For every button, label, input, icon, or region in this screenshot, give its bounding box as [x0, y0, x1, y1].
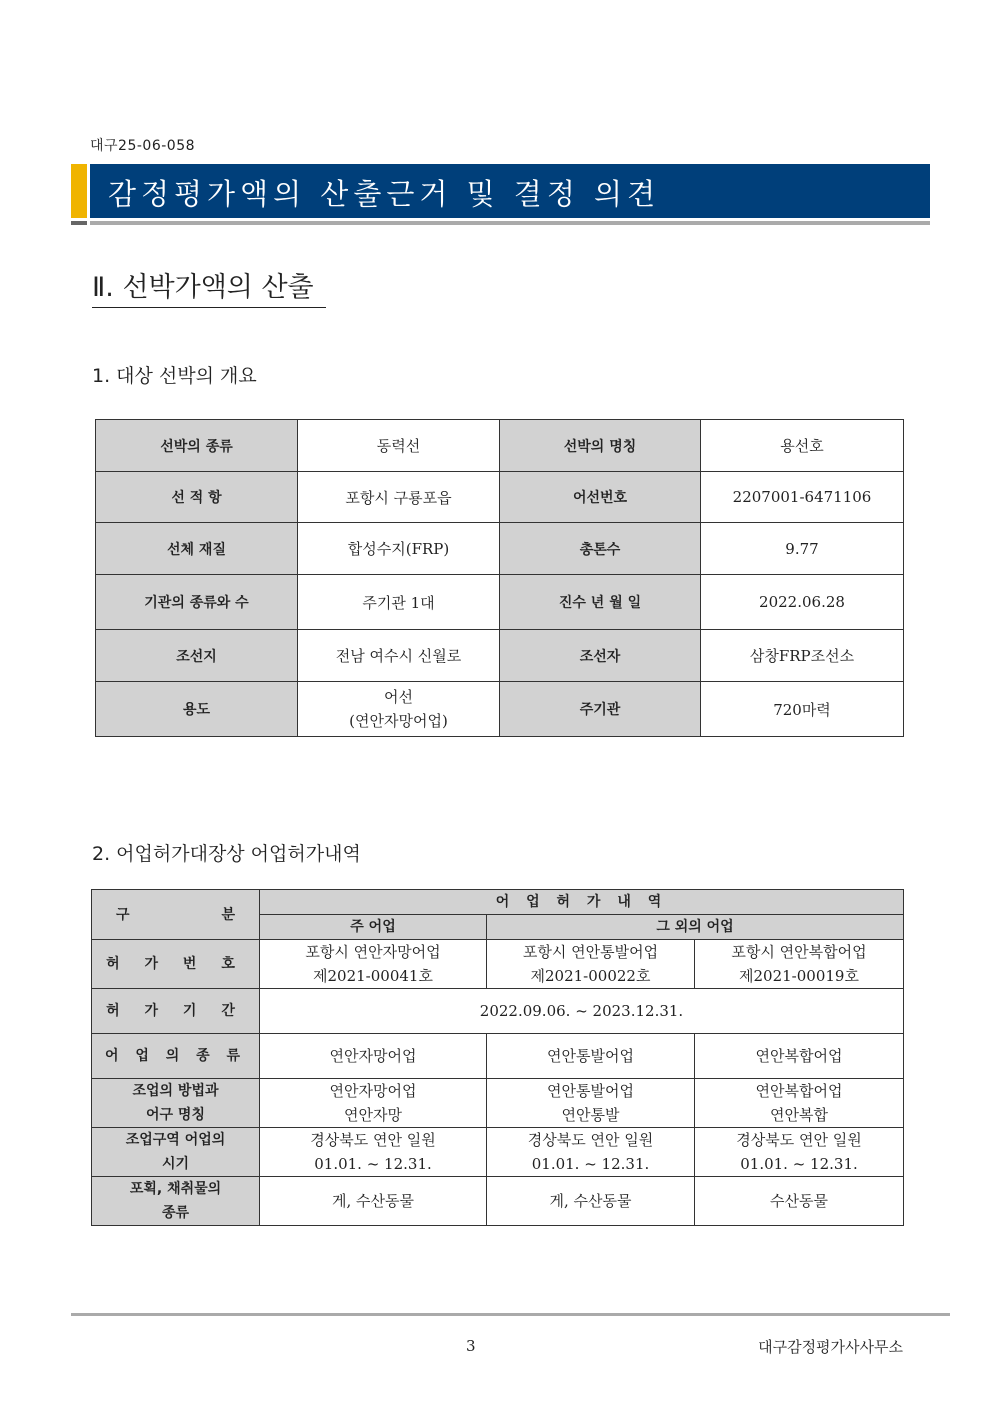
- fishing-license-table: [91, 889, 904, 1226]
- method-cell: [487, 1079, 695, 1128]
- shipyard-location-value: 전남 여수시 신월로: [298, 630, 500, 682]
- zone-label: [92, 1128, 260, 1177]
- banner-title: 감정평가액의 산출근거 및 결정 의견: [108, 177, 661, 211]
- method-label-line2: 어구 명칭: [146, 1107, 205, 1123]
- banner-underline: [90, 221, 930, 225]
- permit-number-line2: 제2021-00022호: [530, 967, 651, 985]
- permit-period-value: 2022.09.06. ~ 2023.12.31.: [260, 989, 904, 1034]
- main-fishery-header: 주 어업: [260, 915, 487, 940]
- permit-number-line1: 포항시 연안통발어업: [522, 943, 659, 961]
- section-title: Ⅱ. 선박가액의 산출: [92, 265, 326, 308]
- overview-row: [96, 575, 904, 630]
- zone-label-line1: 조업구역 어업의: [125, 1132, 226, 1148]
- zone-row: [92, 1128, 904, 1177]
- license-heading: 2. 어업허가대장상 어업허가내역: [92, 843, 361, 865]
- zone-line1: 경상북도 연안 일원: [736, 1131, 862, 1149]
- method-line2: 연안자망: [344, 1106, 402, 1124]
- hull-material-label: 선체 재질: [96, 523, 298, 575]
- gross-tonnage-value: 9.77: [701, 523, 904, 575]
- method-line2: 연안통발: [561, 1106, 620, 1124]
- document-number: 대구25-06-058: [90, 138, 196, 154]
- method-line1: 연안복합어업: [755, 1082, 843, 1100]
- catch-cell: 게, 수산동물: [260, 1177, 487, 1226]
- vessel-overview-table: [95, 419, 904, 737]
- permit-number-cell: [487, 940, 695, 989]
- method-line1: 연안통발어업: [547, 1082, 634, 1100]
- method-line2: 연안복합: [770, 1106, 828, 1124]
- launch-date-label: 진수 년 월 일: [500, 575, 701, 630]
- fishery-type-cell: 연안복합어업: [695, 1034, 904, 1079]
- engine-label: 기관의 종류와 수: [96, 575, 298, 630]
- zone-line2: 01.01. ~ 12.31.: [531, 1155, 650, 1173]
- catch-row: [92, 1177, 904, 1226]
- fishery-type-cell: 연안통발어업: [487, 1034, 695, 1079]
- home-port-value: 포항시 구룡포읍: [298, 472, 500, 523]
- category-corner-label-2: 분: [221, 906, 235, 923]
- method-row: [92, 1079, 904, 1128]
- zone-cell: [260, 1128, 487, 1177]
- catch-cell: 게, 수산동물: [487, 1177, 695, 1226]
- category-corner-label-1: 구: [116, 906, 130, 923]
- zone-line1: 경상북도 연안 일원: [527, 1131, 654, 1149]
- vessel-type-label: 선박의 종류: [96, 420, 298, 472]
- zone-line2: 01.01. ~ 12.31.: [314, 1155, 432, 1173]
- zone-cell: [487, 1128, 695, 1177]
- builder-label: 조선자: [500, 630, 701, 682]
- vessel-name-label: 선박의 명칭: [500, 420, 701, 472]
- permit-number-line2: 제2021-00041호: [313, 967, 433, 985]
- usage-label: 용도: [96, 682, 298, 737]
- permit-number-line1: 포항시 연안자망어업: [305, 943, 441, 961]
- zone-cell: [695, 1128, 904, 1177]
- permit-number-line1: 포항시 연안복합어업: [731, 943, 867, 961]
- overview-row: [96, 523, 904, 575]
- license-details-header: 어 업 허 가 내 역: [260, 890, 904, 915]
- permit-period-row: [92, 989, 904, 1034]
- main-engine-value: 720마력: [701, 682, 904, 737]
- zone-label-line2: 시기: [161, 1156, 190, 1172]
- overview-row: [96, 420, 904, 472]
- catch-cell: 수산동물: [695, 1177, 904, 1226]
- overview-row: [96, 682, 904, 737]
- permit-number-cell: [695, 940, 904, 989]
- banner-accent-bar: [71, 164, 87, 218]
- overview-row: [96, 472, 904, 523]
- overview-heading: 1. 대상 선박의 개요: [92, 365, 257, 387]
- catch-label-line1: 포획, 채취물의: [129, 1181, 222, 1197]
- vessel-number-label: 어선번호: [500, 472, 701, 523]
- method-cell: [695, 1079, 904, 1128]
- office-name: 대구감정평가사사무소: [758, 1338, 903, 1356]
- fishery-type-label: 어 업 의 종 류: [92, 1034, 260, 1079]
- title-banner: [90, 164, 930, 218]
- permit-number-line2: 제2021-00019호: [739, 967, 859, 985]
- home-port-label: 선 적 항: [96, 472, 298, 523]
- shipyard-location-label: 조선지: [96, 630, 298, 682]
- usage-value-line2: (연안자망어업): [349, 712, 448, 730]
- catch-label-line2: 종류: [161, 1205, 190, 1221]
- method-line1: 연안자망어업: [329, 1082, 417, 1100]
- other-fishery-header: 그 외의 어업: [487, 915, 904, 940]
- gross-tonnage-label: 총톤수: [500, 523, 701, 575]
- banner-underline-accent: [71, 221, 87, 225]
- method-label: [92, 1079, 260, 1128]
- license-header-row: [92, 890, 904, 915]
- vessel-number-value: 2207001-6471106: [701, 472, 904, 523]
- catch-label: [92, 1177, 260, 1226]
- category-corner-cell: [92, 890, 260, 940]
- permit-number-label: 허 가 번 호: [92, 940, 260, 989]
- fishery-type-row: [92, 1034, 904, 1079]
- fishery-type-cell: 연안자망어업: [260, 1034, 487, 1079]
- hull-material-value: 합성수지(FRP): [298, 523, 500, 575]
- vessel-name-value: 용선호: [701, 420, 904, 472]
- vessel-type-value: 동력선: [298, 420, 500, 472]
- launch-date-value: 2022.06.28: [701, 575, 904, 630]
- builder-value: 삼창FRP조선소: [701, 630, 904, 682]
- usage-value-line1: 어선: [384, 688, 413, 706]
- zone-line2: 01.01. ~ 12.31.: [740, 1155, 858, 1173]
- permit-number-row: [92, 940, 904, 989]
- method-label-line1: 조업의 방법과: [132, 1083, 219, 1099]
- page-number: 3: [466, 1337, 476, 1355]
- engine-value: 주기관 1대: [298, 575, 500, 630]
- overview-row: [96, 630, 904, 682]
- zone-line1: 경상북도 연안 일원: [310, 1131, 436, 1149]
- permit-period-label: 허 가 기 간: [92, 989, 260, 1034]
- permit-number-cell: [260, 940, 487, 989]
- main-engine-label: 주기관: [500, 682, 701, 737]
- method-cell: [260, 1079, 487, 1128]
- footer-divider: [71, 1313, 950, 1316]
- usage-value: [298, 682, 500, 737]
